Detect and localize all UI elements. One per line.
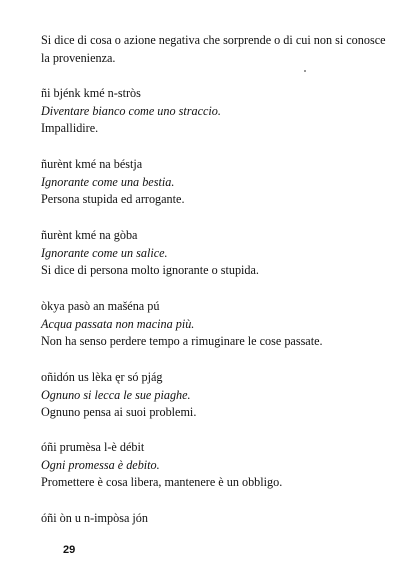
scan-speck — [304, 70, 306, 72]
proverb-translation: Ignorante come un salice. — [41, 245, 168, 260]
proverb-meaning: Impallidire. — [41, 121, 99, 135]
proverb-dialect: ñurènt kmé na béstja — [41, 157, 143, 171]
proverb-entry — [41, 369, 413, 422]
proverb-translation: Ognuno si lecca le sue piaghe. — [41, 387, 191, 402]
proverb-entry — [41, 156, 413, 209]
proverb-dialect: oñidón us lèka ęr só pjág — [41, 370, 163, 384]
proverb-entry — [41, 227, 413, 280]
proverb-dialect: ñi bjénk kmé n-stròs — [41, 86, 141, 100]
proverb-entry — [41, 298, 413, 351]
proverb-meaning: Promettere è cosa libera, mantenere è un obbligo. — [41, 475, 283, 489]
proverb-dialect: ñurènt kmé na gòba — [41, 228, 138, 242]
proverb-meaning: Si dice di persona molto ignorante o stupida. — [41, 263, 259, 277]
intro-paragraph: Si dice di cosa o azione negativa che sorprende o di cui non si conosce la provenienza. — [41, 33, 386, 65]
proverb-translation: Ignorante come una bestia. — [41, 174, 175, 189]
proverb-dialect: óñi òn u n-impòsa jón — [41, 511, 148, 525]
proverb-translation: Diventare bianco come uno straccio. — [41, 103, 221, 118]
proverb-translation: Acqua passata non macina più. — [41, 316, 195, 331]
proverb-translation: Ogni promessa è debito. — [41, 457, 160, 472]
proverb-dialect: óñi prumèsa l-è débit — [41, 440, 145, 454]
proverb-entry — [41, 439, 413, 492]
proverb-meaning: Non ha senso perdere tempo a rimuginare le cose passate. — [41, 334, 323, 348]
proverb-meaning: Ognuno pensa ai suoi problemi. — [41, 405, 197, 419]
page-number: 29 — [63, 544, 76, 556]
proverb-meaning: Persona stupida ed arrogante. — [41, 192, 185, 206]
proverb-dialect: òkya pasò an mašéna pú — [41, 299, 160, 313]
proverb-entry — [41, 510, 413, 528]
proverb-entry — [41, 85, 413, 138]
